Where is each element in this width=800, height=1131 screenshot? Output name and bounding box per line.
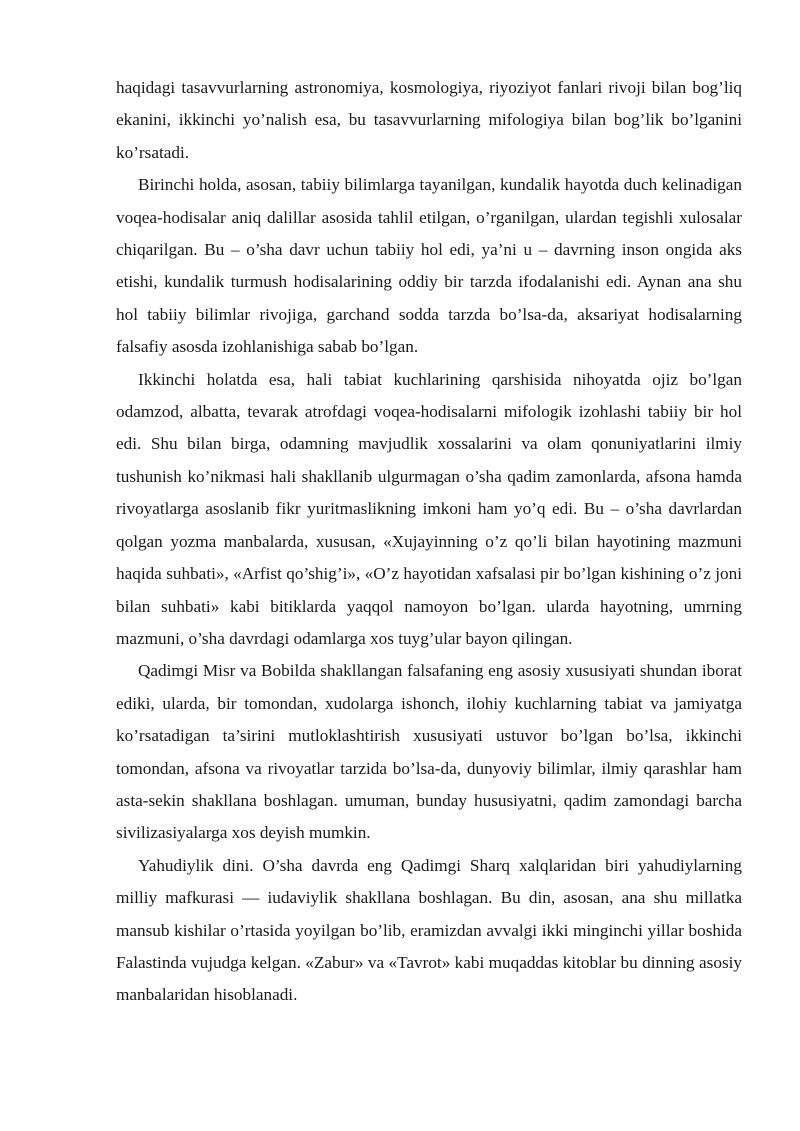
paragraph-continuation: haqidagi tasavvurlarning astronomiya, kosmologiya, riyoziyot fanlari rivoji bilan bog’liq ekanini, ikkinchi yo’nalish esa, bu tasavvurlarning mifologiya bilan bog’lik bo’lganini ko’rsatadi. (116, 78, 742, 162)
document-page (116, 72, 742, 1012)
paragraph-second-case: Ikkinchi holatda esa, hali tabiat kuchlarining qarshisida nihoyatda ojiz bo’lgan odamzod, albatta, tevarak atrofdagi voqea-hodisalarni mifologik izohlashi tabiiy bir hol edi. Shu bilan birga, odamning mavjudlik xossalarini va olam qonuniyatlarini ilmiy tushunish ko’nikmasi hali shakllanib ulgurmagan o’sha qadim zamonlarda, afsona hamda rivoyatlarga asoslanib fikr yuritmaslikning imkoni ham yo’q edi. Bu – o’sha davrlardan qolgan yozma manbalarda, xususan, «Xujayinning o’z qo’li bilan hayotining mazmuni haqida suhbati», «Arfist qo’shig’i», «O’z hayotidan xafsalasi pir bo’lgan kishining o’z joni bilan suhbati» kabi bitiklarda yaqqol namoyon bo’lgan. ularda hayotning, umrning mazmuni, o’sha davrdagi odamlarga xos tuyg’ular bayon qilingan. (116, 369, 742, 648)
paragraph-egypt-babylon: Qadimgi Misr va Bobilda shakllangan falsafaning eng asosiy xususiyati shundan iborat ediki, ularda, bir tomondan, xudolarga ishonch, ilohiy kuchlarning tabiat va jamiyatga ko’rsatadigan ta’sirini mutloklashtirish xususiyati ustuvor bo’lgan bo’lsa, ikkinchi tomondan, afsona va rivoyatlar tarzida bo’lsa-da, dunyoviy bilimlar, ilmiy qarashlar ham asta-sekin shakllana boshlagan. umuman, bunday hususiyatni, qadim zamondagi barcha sivilizasiyalarga xos deyish mumkin. (116, 661, 742, 843)
paragraph-first-case: Birinchi holda, asosan, tabiiy bilimlarga tayanilgan, kundalik hayotda duch kelinadigan voqea-hodisalar aniq dalillar asosida tahlil etilgan, o’rganilgan, ulardan tegishli xulosalar chiqarilgan. Bu – o’sha davr uchun tabiiy hol edi, ya’ni u – davrning inson ongida aks etishi, kundalik turmush hodisalarining oddiy bir tarzda ifodalanishi edi. Aynan ana shu hol tabiiy bilimlar rivojiga, garchand sodda tarzda bo’lsa-da, aksariyat hodisalarning falsafiy asosda izohlanishiga sabab bo’lgan. (116, 175, 742, 357)
paragraph-judaism: Yahudiylik dini. O’sha davrda eng Qadimgi Sharq xalqlaridan biri yahudiylarning milliy mafkurasi — iudaviylik shakllana boshlagan. Bu din, asosan, ana shu millatka mansub kishilar o’rtasida yoyilgan bo’lib, eramizdan avvalgi ikki minginchi yillar boshida Falastinda vujudga kelgan. «Zabur» va «Tavrot» kabi muqaddas kitoblar bu dinning asosiy manbalaridan hisoblanadi. (116, 855, 742, 1005)
